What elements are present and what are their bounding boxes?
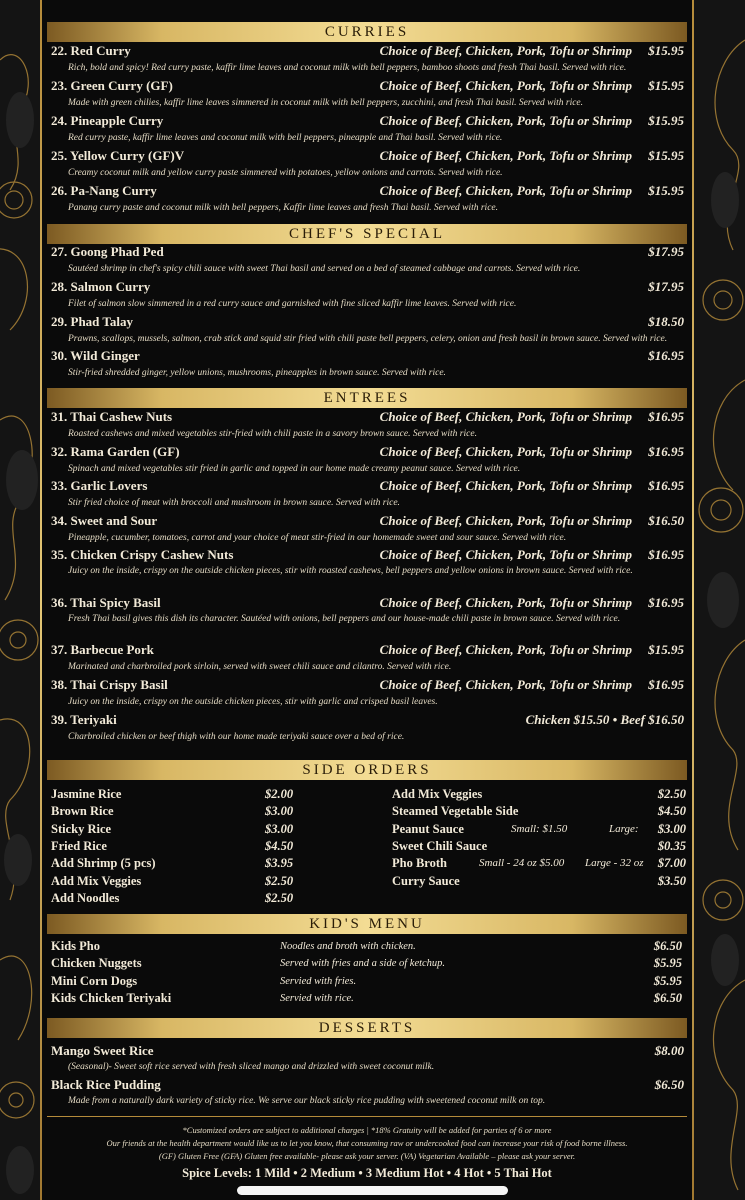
menu-item-row[interactable] [51, 512, 684, 530]
menu-item-row[interactable] [51, 243, 684, 261]
menu-item-name: 38. Thai Crispy Basil [51, 677, 168, 692]
menu-item-description: Made with green chilies, kaffir lime leaves simmered in coconut milk with bell peppers, zucchini, and fresh Thai basil. Served with rice. [68, 98, 584, 108]
menu-item-description: Made from a naturally dark variety of sticky rice. We serve our black sticky rice pudding with sweetened coconut milk on top. [68, 1096, 546, 1106]
menu-item-description: Filet of salmon slow simmered in a red curry sauce and garnished with fine sliced kaffir lime leaves. Served with rice. [68, 299, 517, 309]
side-item-price: $3.95 [265, 856, 294, 871]
menu-item-name: 23. Green Curry (GF) [51, 78, 173, 93]
menu-item-description: Roasted cashews and mixed vegetables stir-fried with chili paste in a savory brown sauce. Served with rice. [68, 429, 477, 439]
side-item-large-label: Large - 32 oz [585, 857, 644, 870]
menu-item-price: $17.95 [648, 279, 684, 294]
menu-item-name: 25. Yellow Curry (GF)V [51, 148, 185, 163]
menu-item-name: 27. Goong Phad Ped [51, 244, 164, 259]
side-item-name: Add Shrimp (5 pcs) [51, 856, 156, 871]
menu-item-row[interactable] [51, 112, 684, 130]
menu-item-description: Spinach and mixed vegetables stir fried in garlic and topped in our home made creamy peanut sauce. Served with rice. [68, 464, 521, 474]
home-indicator[interactable] [237, 1186, 508, 1195]
kids-item-description: Servied with rice. [280, 992, 354, 1004]
gold-border-right [692, 0, 694, 1200]
side-item-name: Sticky Rice [51, 821, 112, 836]
gold-border-left [40, 0, 42, 1200]
side-item-price: $3.00 [265, 804, 294, 819]
kids-item-description: Noodles and broth with chicken. [280, 941, 416, 952]
menu-item-price: $15.95 [648, 113, 684, 128]
menu-item-price: $15.95 [648, 148, 684, 163]
menu-item-row[interactable] [51, 711, 684, 729]
floral-border-left [0, 0, 44, 1200]
side-item-price: $2.50 [265, 890, 294, 905]
menu-item-name: 26. Pa-Nang Curry [51, 183, 157, 198]
menu-item-description: Charbroiled chicken or beef thigh with our home made teriyaki sauce over a bed of rice. [68, 732, 405, 742]
menu-item-price: $6.50 [654, 1077, 684, 1092]
menu-item-choice: Choice of Beef, Chicken, Pork, Tofu or Shrimp [379, 183, 632, 198]
footer-divider [47, 1116, 687, 1117]
side-item-name: Sweet Chili Sauce [392, 838, 488, 853]
kids-item-name: Mini Corn Dogs [51, 973, 138, 988]
menu-item-name: Mango Sweet Rice [51, 1043, 154, 1058]
footer-spice-levels: Spice Levels: 1 Mild • 2 Medium • 3 Medium Hot • 4 Hot • 5 Thai Hot [182, 1166, 552, 1180]
menu-item-row[interactable] [51, 676, 684, 694]
side-item-price: $7.00 [657, 856, 686, 871]
menu-item-choice: Choice of Beef, Chicken, Pork, Tofu or Shrimp [379, 677, 632, 692]
menu-item-description: Panang curry paste and coconut milk with bell peppers, Kaffir lime leaves and fresh Thai basil. Served with rice. [68, 203, 498, 213]
menu-item-name: 34. Sweet and Sour [51, 513, 158, 528]
menu-item-row[interactable] [51, 147, 684, 165]
menu-item-description: (Seasonal)- Sweet soft rice served with fresh sliced mango and drizzled with sweet coconut milk. [68, 1062, 435, 1072]
side-item-small-price: Small - 24 oz $5.00 [479, 857, 565, 870]
side-item-price: $2.50 [265, 873, 294, 888]
side-item-name: Brown Rice [51, 804, 114, 819]
menu-item-price: $8.00 [654, 1043, 684, 1058]
side-item-price: $4.50 [265, 838, 294, 853]
menu-item-choice: Choice of Beef, Chicken, Pork, Tofu or Shrimp [379, 148, 632, 163]
menu-item-name: 37. Barbecue Pork [51, 642, 154, 657]
menu-item-description: Rich, bold and spicy! Red curry paste, kaffir lime leaves and coconut milk with bell peppers, bamboo shoots and fresh Thai basil. Served with rice. [68, 63, 627, 73]
menu-item-name: 36. Thai Spicy Basil [51, 595, 161, 610]
menu-item-description: Sautéed shrimp in chef's spicy chili sauce with sweet Thai basil and served on a bed of steamed cabbage and carrots. Served with rice. [68, 264, 581, 274]
side-item-price: $3.00 [265, 821, 294, 836]
menu-item-name: Black Rice Pudding [51, 1077, 161, 1092]
side-item-price: $2.50 [657, 787, 686, 801]
side-item-price: $3.00 [657, 821, 686, 836]
kids-item-price: $6.50 [653, 990, 682, 1005]
menu-item-choice: Choice of Beef, Chicken, Pork, Tofu or Shrimp [379, 595, 632, 610]
menu-item-name: 22. Red Curry [51, 43, 131, 58]
menu-item-price: $16.95 [648, 677, 684, 692]
menu-item-name: 32. Rama Garden (GF) [51, 444, 180, 459]
menu-item-price: $15.95 [648, 43, 684, 58]
menu-item-description: Marinated and charbroiled pork sirloin, served with sweet chili sauce and cilantro. Served with rice. [68, 662, 452, 672]
side-item-name: Curry Sauce [392, 873, 460, 888]
menu-item-price: $16.95 [648, 348, 684, 363]
kids-item-name: Kids Chicken Teriyaki [51, 990, 172, 1005]
menu-item-row[interactable] [51, 1076, 684, 1094]
menu-item-name: 39. Teriyaki [51, 712, 117, 727]
side-item-name: Add Mix Veggies [51, 873, 142, 888]
kids-item-price: $6.50 [653, 939, 682, 953]
footer-note-gratuity: *Customized orders are subject to additional charges | *18% Gratuity will be added for parties of 6 or more [182, 1125, 552, 1135]
menu-item-name: 31. Thai Cashew Nuts [51, 409, 173, 424]
menu-item-name: 30. Wild Ginger [51, 348, 140, 363]
menu-item-row[interactable] [51, 42, 684, 60]
menu-item-choice: Choice of Beef, Chicken, Pork, Tofu or Shrimp [379, 78, 632, 93]
side-item-name: Jasmine Rice [51, 787, 122, 801]
menu-item-name: 24. Pineapple Curry [51, 113, 164, 128]
section-banner-kids-menu: KID'S MENU [47, 914, 687, 934]
menu-item-description: Prawns, scallops, mussels, salmon, crab stick and squid stir fried with chili paste bell peppers, celery, onion and fresh basil in brown sauce. Served with rice. [68, 334, 668, 344]
menu-item-price: $16.95 [648, 444, 684, 459]
menu-item-description: Juicy on the inside, crispy on the outside chicken pieces, stir with garlic and crisped basil leaves. [68, 697, 438, 707]
floral-border-right [693, 0, 745, 1200]
menu-item-price: $18.50 [648, 314, 684, 329]
side-item-price: $4.50 [657, 804, 686, 819]
menu-item-description: Stir-fried shredded ginger, yellow unions, mushrooms, pineapples in brown sauce. Served with rice. [68, 368, 446, 378]
side-item-small-price: Small: $1.50 [511, 822, 568, 835]
menu-item-name: 28. Salmon Curry [51, 279, 151, 294]
menu-item-name: 29. Phad Talay [51, 314, 134, 329]
kids-item-price: $5.95 [653, 956, 682, 971]
menu-item-row[interactable] [51, 641, 684, 659]
side-item-name: Pho Broth [392, 856, 447, 871]
menu-item-price: $16.95 [648, 595, 684, 610]
menu-item-choice: Choice of Beef, Chicken, Pork, Tofu or Shrimp [379, 513, 632, 528]
footer-note-health: Our friends at the health department would like us to let you know, that consuming raw or undercooked food can increase your risk of food borne illness. [106, 1138, 628, 1148]
menu-item-choice: Choice of Beef, Chicken, Pork, Tofu or Shrimp [379, 43, 632, 58]
kids-item-name: Kids Pho [51, 939, 100, 953]
menu-item-name: 35. Chicken Crispy Cashew Nuts [51, 547, 234, 562]
footer-note-dietary: (GF) Gluten Free (GFA) Gluten free available- please ask your server. (VA) Vegetarian Available – please ask your server. [158, 1151, 576, 1161]
menu-item-choice: Choice of Beef, Chicken, Pork, Tofu or Shrimp [379, 547, 632, 562]
menu-item-row[interactable] [51, 347, 684, 365]
menu-item-price: $16.50 [648, 513, 684, 528]
kids-item-price: $5.95 [653, 973, 682, 988]
menu-item-price: $16.95 [648, 409, 684, 424]
menu-item-row[interactable] [51, 77, 684, 95]
menu-item-price: $15.95 [648, 78, 684, 93]
menu-item-description: Fresh Thai basil gives this dish its character. Sautéed with onions, bell peppers and our house-made chili paste in brown sauce. Served with rice. [68, 614, 621, 624]
menu-item-price: $16.95 [648, 547, 684, 562]
menu-item-row[interactable] [51, 408, 684, 426]
menu-item-choice: Choice of Beef, Chicken, Pork, Tofu or Shrimp [379, 409, 632, 424]
menu-item-row[interactable] [51, 313, 684, 331]
side-item-price: $2.00 [265, 787, 294, 801]
side-item-price: $0.35 [657, 838, 686, 853]
side-item-large-label: Large: [609, 822, 639, 835]
menu-item-name: 33. Garlic Lovers [51, 478, 148, 493]
kids-item-name: Chicken Nuggets [51, 956, 142, 971]
menu-item-row[interactable] [51, 546, 684, 564]
menu-item-description: Red curry paste, kaffir lime leaves and coconut milk with bell peppers, pineapple and Thai basil. Served with rice. [68, 133, 503, 143]
menu-item-description: Pineapple, cucumber, tomatoes, carrot and your choice of meat stir-fried in our homemade sweet and sour sauce. Served with rice. [68, 533, 567, 543]
section-banner-chefs-special: CHEF'S SPECIAL [47, 224, 687, 244]
menu-item-choice: Choice of Beef, Chicken, Pork, Tofu or Shrimp [379, 478, 632, 493]
side-item-name: Peanut Sauce [392, 821, 464, 836]
side-item-name: Add Noodles [51, 890, 120, 905]
menu-item-row[interactable] [51, 1042, 684, 1060]
menu-item-price: Chicken $15.50 • Beef $16.50 [525, 712, 684, 727]
kids-item-description: Servied with fries. [280, 975, 357, 987]
menu-item-description: Creamy coconut milk and yellow curry paste simmered with potatoes, yellow onions and carrots. Served with rice. [68, 168, 503, 178]
menu-item-row[interactable] [51, 182, 684, 200]
section-banner-curries: CURRIES [47, 22, 687, 42]
menu-item-row[interactable] [51, 594, 684, 612]
section-banner-desserts: DESSERTS [47, 1018, 687, 1038]
kids-item-description: Served with fries and a side of ketchup. [280, 958, 446, 970]
menu-item-choice: Choice of Beef, Chicken, Pork, Tofu or Shrimp [379, 113, 632, 128]
section-banner-entrees: ENTREES [47, 388, 687, 408]
side-item-price: $3.50 [657, 873, 686, 888]
menu-item-choice: Choice of Beef, Chicken, Pork, Tofu or Shrimp [379, 642, 632, 657]
side-item-name: Steamed Vegetable Side [392, 804, 519, 819]
menu-item-price: $15.95 [648, 183, 684, 198]
menu-item-description: Juicy on the inside, crispy on the outside chicken pieces, stir with roasted cashews, bell peppers and yellow onions in brown sauce. Served with rice. [68, 566, 633, 576]
menu-item-description: Stir fried choice of meat with broccoli and mushroom in brown sauce. Served with rice. [68, 498, 400, 508]
side-item-name: Fried Rice [51, 838, 107, 853]
menu-item-row[interactable] [51, 278, 684, 296]
section-banner-side-orders: SIDE ORDERS [47, 760, 687, 780]
menu-item-price: $15.95 [648, 642, 684, 657]
menu-item-row[interactable] [51, 443, 684, 461]
menu-item-price: $16.95 [648, 478, 684, 493]
side-item-name: Add Mix Veggies [392, 787, 483, 801]
menu-item-row[interactable] [51, 477, 684, 495]
menu-item-price: $17.95 [648, 244, 684, 259]
menu-item-choice: Choice of Beef, Chicken, Pork, Tofu or Shrimp [379, 444, 632, 459]
